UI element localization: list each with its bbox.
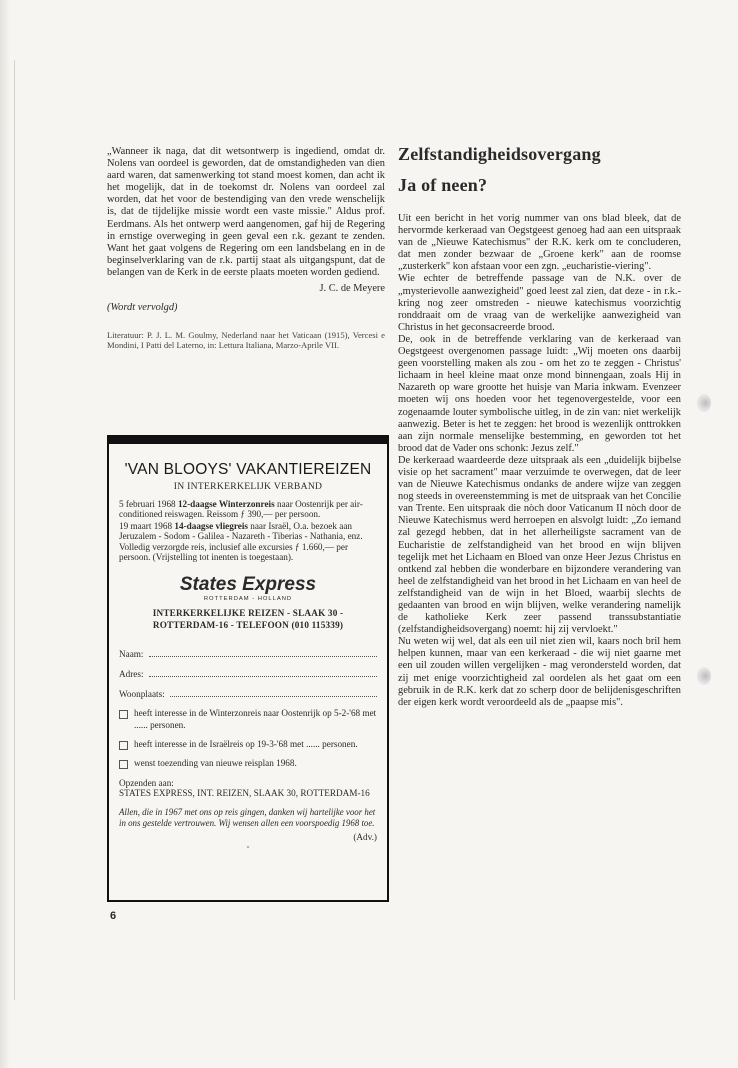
sub-headline: Ja of neen? (398, 175, 488, 195)
option-label: heeft interesse in de Israëlreis op 19-3-'68 met ...... personen. (134, 739, 358, 750)
ad-trip-israel (119, 521, 377, 563)
adv-tag: (Adv.) (353, 832, 377, 843)
travel-advertisement (107, 435, 389, 902)
reply-form (119, 648, 377, 769)
address-field[interactable] (119, 668, 377, 679)
city-label: Woonplaats: (119, 689, 165, 700)
option-label: wenst toezending van nieuwe reisplan 1968. (134, 758, 297, 769)
trip-date: 19 maart 1968 (119, 520, 173, 531)
thanks-note: Allen, die in 1967 met ons op reis gingen, danken wij hartelijke voor het in ons gestelde vertrouwen. Wij wensen allen een voorspoedig 1968 toe. (119, 807, 376, 828)
address-line: ROTTERDAM-16 - TELEFOON (010 115339) (152, 619, 344, 630)
paragraph: Uit een bericht in het vorig nummer van ons blad bleek, dat de hervormde kerkeraad van Oegstgeest genoeg had aan een uitspraak van de „Nieuwe Katechismus" der R.K. kerk om te concluderen, dat men zonder bezwaar de „Groene kerk" aan de roomse „zusterkerk" kon afstaan voor een zgn. „eucharistie-viering". (398, 213, 681, 273)
paragraph: Wie echter de betreffende passage van de N.K. over de „mysterievolle aanwezigheid" goed leest zal zien, dat deze - in r.k.-kring nog zeer omstreden - nieuwe katechismus voorzichtig ronddraait om de vraag van de werkelijke aanwezigheid van Christus in het geconsacreerde brood. (398, 273, 681, 333)
dotted-line (149, 668, 378, 677)
paragraph: De kerkeraad waardeerde deze uitspraak als een „duidelijk bijbelse visie op het sacrament" maar verzuimde te overwegen, dat de leer van de Nieuwe Katechismus ondanks de andere wijze van zeggen nog steeds in overeenstemming is met de uitspraak van het Concilie van Trente. Een uitspraak die nòch door Vaticanum II nòch door de Nieuwe Katechismus werd herroepen en alsvolgt luidt: „Zo iemand zal gezegd hebben, dat in het allerheiligste sacrament van de Eucharistie de zelfstandigheid van het brood en wijn blijven tegelijk met het Lichaam en Bloed van onze Heer Jezus Christus en ontkend zal hebben die wonderbare en bijzondere verandering van heel de zelfstandigheid van het brood in het Lichaam en van heel de zelfstandigheid van de wijn in het Bloed, waarbij slechts de gedaanten van brood en wijn blijven, welke verandering namelijk de katholieke Kerk zeer passend transsubstantiatie (zelfstandigheidsovergang) noemt: hij zij vervloekt." (398, 454, 681, 636)
address-label: Adres: (119, 669, 144, 680)
paragraph: Nu weten wij wel, dat als een uil niet zien wil, kaars noch bril hem helpen kunnen, maar van een kerkeraad - die wij niet gaarne met een uil zouden willen vergelijken - mag verondersteld worden, dat zij met enige voorzichtigheid zal oordelen als het gaat om een gebruik in de R.K. kerk dat zo scherp door de belijdenisgeschriften der eigen kerk wordt veroordeeld als de „paapse mis". (398, 636, 681, 708)
left-column (107, 146, 385, 350)
ad-address (119, 608, 377, 631)
trip-details: naar Israël, O.a. bezoek aan Jeruzalem - Sodom - Galilea - Nazareth - Tiberias - Nathania, enz. Volledig verzorgde reis, inclusief alle excursies ƒ 1.660,— per persoon. (Vrijstelling tot inenten is toegestaan). (119, 520, 363, 563)
punch-hole-icon (697, 394, 711, 412)
trip-details: naar Oostenrijk per air-conditioned reiswagen. Reissom ƒ 390,— per persoon. (119, 499, 363, 520)
article-body (398, 213, 681, 709)
option-israel-trip[interactable] (119, 739, 377, 750)
city-field[interactable] (119, 688, 377, 699)
option-winter-trip[interactable] (119, 708, 377, 731)
address-line: INTERKERKELIJKE REIZEN - SLAAK 30 - (152, 608, 344, 619)
option-label: heeft interesse in de Winterzonreis naar Oostenrijk op 5-2-'68 met ...... personen. (134, 708, 377, 730)
ad-trip-winter (119, 499, 377, 520)
page-edge-line (14, 60, 15, 1000)
trip-name: 14-daagse vliegreis (174, 520, 248, 531)
ad-subtitle: IN INTERKERKELIJK VERBAND (173, 481, 323, 492)
brand-location: ROTTERDAM - HOLLAND (203, 596, 293, 603)
checkbox[interactable] (119, 710, 128, 719)
name-label: Naam: (119, 649, 144, 660)
send-label: Opzenden aan: (119, 777, 174, 788)
page-number: 6 (110, 910, 117, 922)
checkbox[interactable] (119, 741, 128, 750)
literature-note: Literatuur: P. J. L. M. Goulmy, Nederland naar het Vaticaan (1915), Vercesi e Mondini, I Patti del Laterno, in: Lettura Italiana, Marzo-Aprile VII. (107, 330, 385, 351)
author-signature: J. C. de Meyere (319, 283, 385, 295)
to-be-continued-note: (Wordt vervolgd) (107, 302, 178, 314)
trip-name: 12-daagse Winterzonreis (177, 499, 275, 509)
headline: Zelfstandigheidsovergang (398, 144, 601, 164)
article-continuation-text: „Wanneer ik naga, dat dit wetsontwerp is ingediend, omdat dr. Nolens van oordeel is geworden, dat de omstandigheden van dien aard waren, dat samenwerking tot stand moest komen, dan acht ik het mogelijk, dat in de toekomst dr. Nolens van oordeel zal worden, dat het voor de bestendiging van den vrede wenschelijk is, dat de tijdelijke missie wordt een vaste missie." Aldus prof. Eerdmans. Als het ontwerp werd aangenomen, gaf hij de Regering in ernstige overweging in geen geval een r.k. gezant te zenden. Want het gaat volgens de Regering om een landsbelang en in de beginselverklaring van de r.k. partij staat als uitgangspunt, dat de belangen van de Kerk in de eerste plaats moeten worden gediend. (107, 146, 385, 278)
right-column (398, 146, 681, 709)
dotted-line (170, 688, 377, 697)
name-field[interactable] (119, 648, 377, 659)
option-new-plan[interactable] (119, 758, 377, 769)
send-address: STATES EXPRESS, INT. REIZEN, SLAAK 30, ROTTERDAM-16 (119, 788, 370, 799)
page-edge-shadow (0, 0, 10, 1068)
brand-logo: States Express (179, 574, 317, 596)
punch-hole-icon (697, 667, 711, 685)
checkbox[interactable] (119, 760, 128, 769)
dotted-line (149, 648, 378, 657)
paragraph: De, ook in de betreffende verklaring van de kerkeraad van Oegstgeest overgenomen passage luidt: „Wij moeten ons daarbij geen voorstelling maken als zou - om het zo te zeggen - Christus' lichaam in heel kleine maat onze mond binnengaan, zoals Hij in Nazareth op ware grootte het huisje van Maria inkwam. Evenzeer moeten wij ons hoeden voor het tegenovergestelde, voor een zogenaamde louter symbolische uitleg, in de zin van: niet werkelijk aanwezig. Beter is het te zeggen: het brood is wezenlijk onttrokken aan zijn normale menselijke bestemming, en geworden tot het brood dat de Vader ons schonk: Jezus zelf." (398, 333, 681, 454)
trip-date: 5 februari 1968 (119, 499, 176, 509)
send-to (119, 778, 377, 800)
printer-mark: * (246, 846, 250, 853)
ad-title: 'VAN BLOOYS' VAKANTIEREIZEN (124, 461, 372, 478)
